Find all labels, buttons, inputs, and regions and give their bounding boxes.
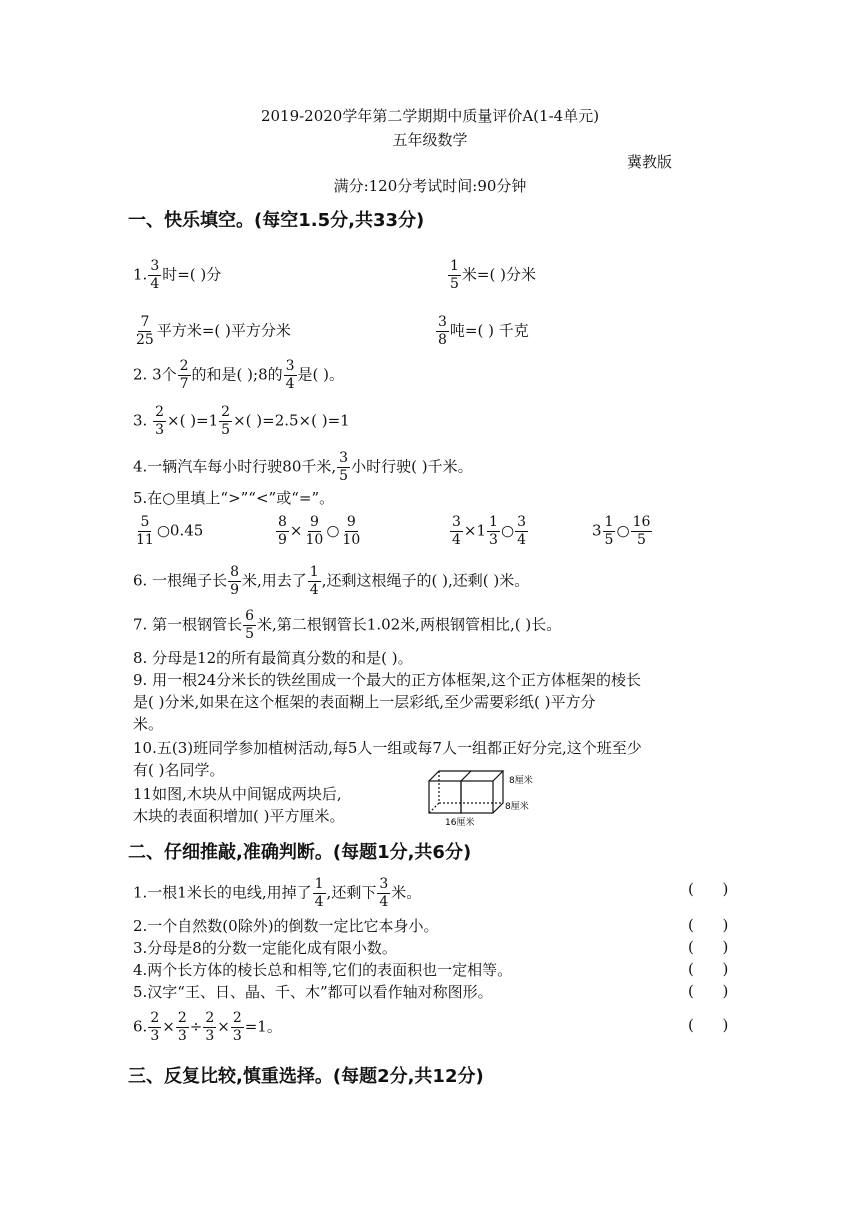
q11-line1: 11如图,木块从中间锯成两块后, (133, 785, 342, 803)
fraction: $\frac{1}{5}$ (604, 514, 614, 548)
q5-item-d: 3 $\frac{1}{5}$ ○ $\frac{16}{5}$ (592, 514, 651, 548)
q5-item-b: $\frac{8}{9}$ × $\frac{9}{10}$ ○ $\frac{9}{10}$ (278, 514, 361, 548)
fraction: $\frac{3}{4}$ (517, 514, 526, 548)
q11-line2: 木块的表面积增加( )平方厘米。 (133, 807, 345, 825)
q5-item-a: $\frac{5}{11}$ ○0.45 (136, 514, 204, 548)
q1d-text: 吨=( ) 千克 (449, 321, 529, 340)
edition-label: 冀教版 (627, 153, 673, 171)
fraction: $\frac{3}{4}$ (379, 876, 389, 910)
q3: 3. $\frac{2}{3}$ ×( )=1 $\frac{2}{5}$ ×( )=2.5×( )=1 (133, 404, 350, 438)
fraction: $\frac{2}{3}$ (150, 1010, 160, 1044)
q5: 5.在○里填上“>”“<”或“=”。 (133, 489, 335, 507)
judge-3: 3.分母是8的分数一定能化成有限小数。 (133, 939, 397, 957)
fraction: $\frac{2}{5}$ (221, 404, 231, 438)
length-label: 16厘米 (445, 818, 475, 828)
q2: 2. 3个 $\frac{2}{7}$ 的和是( );8的 $\frac{3}{4}$ 是( )。 (133, 358, 345, 392)
q5-item-c: $\frac{3}{4}$ ×1 $\frac{1}{3}$ ○ $\frac{3}{4}$ (452, 514, 526, 548)
section2-heading: 二、仔细推敲,准确判断。(每题1分,共6分) (128, 842, 472, 863)
answer-paren-3[interactable]: ( ) (688, 938, 729, 956)
side-edge (493, 771, 503, 813)
q1b-text: 米=( )分米 (461, 265, 536, 284)
fraction: $\frac{1}{3}$ (489, 514, 498, 548)
fraction: $\frac{6}{5}$ (245, 608, 255, 642)
fraction: $\frac{16}{5}$ (632, 514, 651, 548)
fraction: $\frac{3}{4}$ (452, 514, 461, 548)
fraction: $\frac{2}{3}$ (232, 1010, 242, 1044)
section1-heading: 一、快乐填空。(每空1.5分,共33分) (128, 210, 425, 231)
q1d (435, 314, 529, 349)
fraction: $\frac{3}{4}$ (150, 258, 160, 292)
q4: 4.一辆汽车每小时行驶80千米, $\frac{3}{5}$ 小时行驶( )千米。 (133, 450, 473, 484)
fraction: $\frac{1}{4}$ (309, 564, 319, 598)
fraction: $\frac{2}{7}$ (179, 358, 189, 392)
fraction: $\frac{8}{9}$ (278, 514, 287, 548)
front-right-face (461, 781, 493, 813)
front-left-face (429, 781, 461, 813)
answer-paren-4[interactable]: ( ) (688, 960, 729, 978)
fraction: $\frac{1}{5}$ (450, 258, 459, 292)
q10-line1: 10.五(3)班同学参加植树活动,每5人一组或每7人一组都正好分完,这个班至少 (133, 739, 642, 757)
q9-line2: 是( )分米,如果在这个框架的表面糊上一层彩纸,至少需要彩纸( )平方分 (133, 693, 596, 711)
q9-line1: 9. 用一根24分米长的铁丝围成一个最大的正方体框架,这个正方体框架的棱长 (133, 671, 641, 689)
section3-heading: 三、反复比较,慎重选择。(每题2分,共12分) (128, 1066, 484, 1087)
q1c (133, 314, 291, 349)
answer-paren-5[interactable]: ( ) (688, 982, 729, 1000)
height-label: 8厘米 (509, 776, 533, 786)
exam-subtitle: 五年级数学 (392, 131, 468, 149)
score-time-label: 满分:120分考试时间:90分钟 (333, 177, 527, 195)
fraction: $\frac{3}{5}$ (339, 450, 349, 484)
fraction: $\frac{7}{25}$ (136, 314, 154, 348)
fraction: $\frac{3}{8}$ (438, 314, 447, 348)
fraction: $\frac{1}{4}$ (314, 876, 324, 910)
fraction: $\frac{2}{3}$ (205, 1010, 215, 1044)
q9-line3: 米。 (133, 715, 164, 733)
answer-paren-6[interactable]: ( ) (688, 1016, 729, 1034)
judge-5: 5.汉字“王、日、晶、千、木”都可以看作轴对称图形。 (133, 983, 493, 1001)
top-mid-edge (461, 771, 471, 781)
q10-line2: 有( )名同学。 (133, 761, 225, 779)
q6: 6. 一根绳子长 $\frac{8}{9}$ 米,用去了 $\frac{1}{4}$ ,还剩这根绳子的( ),还剩( )米。 (133, 564, 530, 598)
cuboid-figure (425, 765, 555, 831)
q1c-text: 平方米=( )平方分米 (156, 321, 291, 340)
q8: 8. 分母是12的所有最简真分数的和是( )。 (133, 649, 413, 667)
judge-6: 6. $\frac{2}{3}$ × $\frac{2}{3}$ ÷ $\frac{2}{3}$ × $\frac{2}{3}$ =1。 (133, 1010, 282, 1044)
answer-paren-2[interactable]: ( ) (688, 916, 729, 934)
fraction: $\frac{9}{10}$ (305, 514, 324, 548)
q1a-prefix: 1. (133, 265, 148, 284)
fraction: $\frac{9}{10}$ (342, 514, 361, 548)
q7: 7. 第一根钢管长 $\frac{6}{5}$ 米,第二根钢管长1.02米,两根钢管相比,( )长。 (133, 608, 562, 642)
judge-4: 4.两个长方体的棱长总和相等,它们的表面积也一定相等。 (133, 961, 513, 979)
q1b (447, 258, 536, 293)
exam-title: 2019-2020学年第二学期期中质量评价A(1-4单元) (260, 107, 600, 125)
judge-1: 1.一根1米长的电线,用掉了 $\frac{1}{4}$ ,还剩下 $\frac{3}{4}$ 米。 (133, 876, 422, 910)
fraction: $\frac{2}{3}$ (177, 1010, 187, 1044)
depth-label: 8厘米 (505, 802, 529, 812)
q1a-text: 时=( )分 (162, 265, 222, 284)
q1a (133, 258, 221, 293)
fraction: $\frac{8}{9}$ (230, 564, 240, 598)
fraction: $\frac{2}{3}$ (155, 404, 165, 438)
fraction: $\frac{3}{4}$ (285, 358, 295, 392)
hidden-edge-c (429, 803, 439, 813)
fraction: $\frac{5}{11}$ (136, 514, 154, 548)
answer-paren-1[interactable]: ( ) (688, 880, 729, 898)
judge-2: 2.一个自然数(0除外)的倒数一定比它本身小。 (133, 917, 439, 935)
